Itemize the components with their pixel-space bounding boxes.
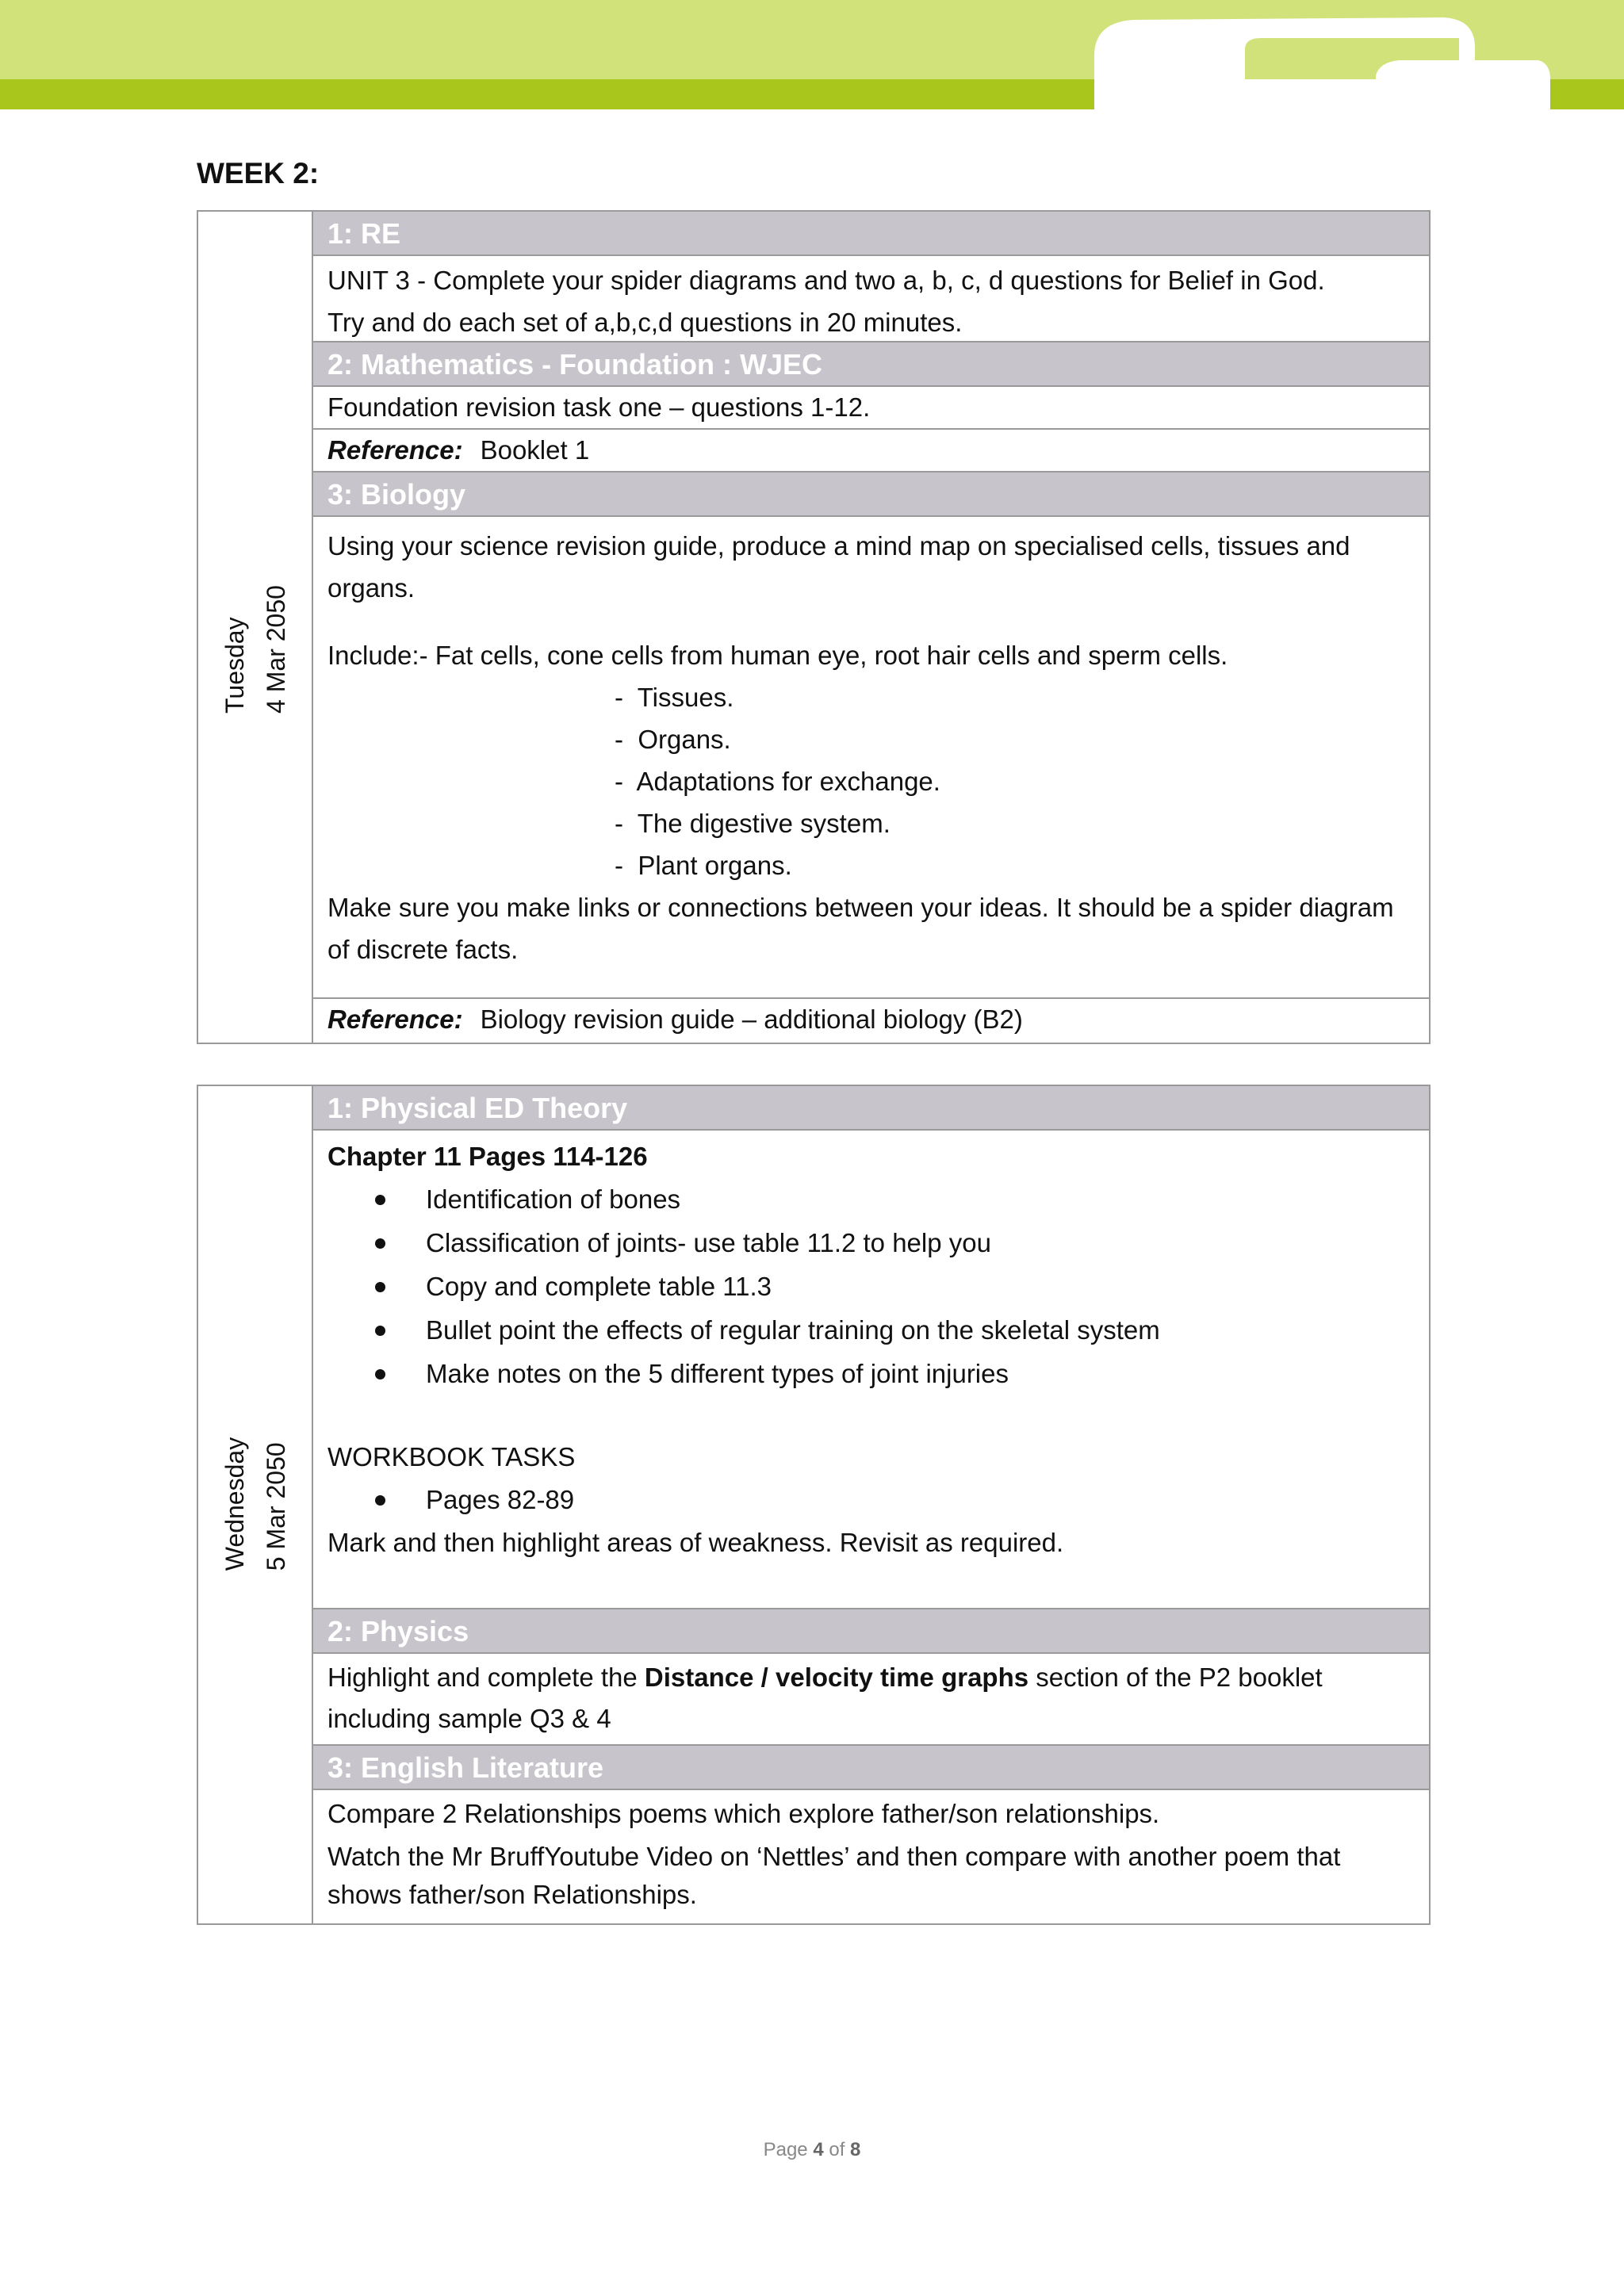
day-block-tuesday [197,210,1431,1044]
of-word: of [829,2139,845,2160]
day-date: 5 Mar 2050 [261,1442,290,1571]
list-item: Make notes on the 5 different types of joint injuries [375,1352,1415,1395]
reference-row [313,999,1429,1042]
task-row [313,517,1429,999]
task-line: Watch the Mr BruffYoutube Video on ‘Nettles’ and then compare with another poem that shows father/son Relationships. [327,1842,1341,1909]
chapter-title: Chapter 11 Pages 114-126 [327,1142,648,1171]
task-row [313,256,1429,342]
subject-heading-biology: 3: Biology [313,473,1429,517]
task-line [327,1657,1415,1739]
page-word: Page [763,2139,808,2160]
list-item: - Plant organs. [615,844,1415,886]
list-item: - The digestive system. [615,802,1415,844]
task-line: UNIT 3 - Complete your spider diagrams and two a, b, c, d questions for Belief in God. [327,266,1325,295]
list-item: Pages 82-89 [375,1478,1415,1521]
page-current: 4 [813,2139,824,2160]
week-title: WEEK 2: [197,157,320,189]
day-content [313,212,1429,1043]
day-date: 4 Mar 2050 [261,585,290,714]
subject-heading-physics: 2: Physics [313,1609,1429,1654]
page-total: 8 [850,2139,861,2160]
reference-value: Biology revision guide – additional biology (B2) [480,1004,1023,1034]
bullet-list [327,1177,1415,1395]
day-name: Wednesday [220,1437,249,1571]
list-item: Bullet point the effects of regular training on the skeletal system [375,1308,1415,1352]
list-item: - Tissues. [615,676,1415,718]
header-banner [0,0,1624,109]
task-text-bold: Distance / velocity time graphs [644,1663,1029,1692]
day-block-wednesday [197,1085,1431,1925]
task-row [313,1654,1429,1746]
task-line: Foundation revision task one – questions 1-12. [327,392,871,422]
reference-row [313,430,1429,473]
task-line: Using your science revision guide, produce a mind map on specialised cells, tissues and organs. [327,531,1350,603]
list-item: Classification of joints- use table 11.2 to help you [375,1221,1415,1265]
subject-heading-pe: 1: Physical ED Theory [313,1086,1429,1131]
subject-heading-english: 3: English Literature [313,1746,1429,1790]
workbook-title: WORKBOOK TASKS [327,1442,576,1471]
task-text: Highlight and complete the [327,1663,645,1692]
reference-value: Booklet 1 [480,435,590,465]
task-row [313,1790,1429,1923]
task-closing: Make sure you make links or connections between your ideas. It should be a spider diagram of discrete facts. [327,893,1394,964]
task-text: section of the P2 booklet including sample Q3 & 4 [327,1663,1323,1733]
topic-list [327,676,1415,886]
subject-heading-maths: 2: Mathematics - Foundation : WJEC [313,342,1429,387]
task-closing: Mark and then highlight areas of weakness. Revisit as required. [327,1528,1064,1557]
reference-label: Reference: [327,435,463,465]
day-content [313,1086,1429,1923]
day-label-text [214,585,297,714]
subject-heading-re: 1: RE [313,212,1429,256]
day-label-text [214,1437,297,1571]
day-label [198,1086,313,1923]
task-line: Try and do each set of a,b,c,d questions in 20 minutes. [327,308,963,337]
day-label [198,212,313,1043]
task-line: Compare 2 Relationships poems which explore father/son relationships. [327,1799,1160,1828]
list-item: - Adaptations for exchange. [615,760,1415,802]
bullet-list [327,1478,1415,1521]
list-item: - Organs. [615,718,1415,760]
list-item: Identification of bones [375,1177,1415,1221]
task-row [313,1131,1429,1609]
reference-label: Reference: [327,1004,463,1034]
day-name: Tuesday [220,617,249,714]
task-row [313,387,1429,430]
task-line: Include:- Fat cells, cone cells from human eye, root hair cells and sperm cells. [327,641,1228,670]
list-item: Copy and complete table 11.3 [375,1265,1415,1308]
page-footer [0,2139,1624,2161]
